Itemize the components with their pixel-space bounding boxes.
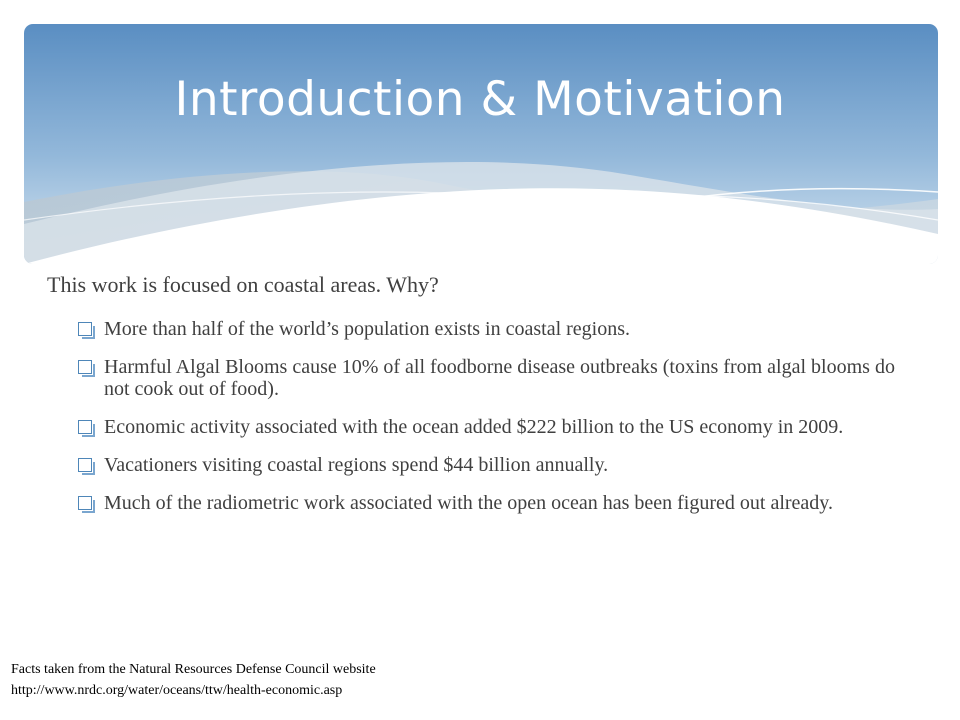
bullet-text: More than half of the world’s population exists in coastal regions.	[104, 318, 631, 340]
square-bullet-icon	[78, 458, 92, 472]
bullet-item	[78, 492, 918, 514]
intro-text: This work is focused on coastal areas. Why?	[47, 272, 439, 297]
bullet-item	[78, 356, 918, 400]
square-bullet-icon	[78, 496, 92, 510]
square-bullet-icon	[78, 322, 92, 336]
square-bullet-icon	[78, 420, 92, 434]
bullet-text: Harmful Algal Blooms cause 10% of all foodborne disease outbreaks (toxins from algal blooms do not cook out of food).	[104, 356, 895, 400]
footnote-source-text: Facts taken from the Natural Resources Defense Council website	[11, 662, 376, 677]
bullet-text: Much of the radiometric work associated with the open ocean has been figured out already.	[104, 492, 833, 514]
slide-title: Introduction & Motivation	[174, 72, 786, 127]
bullet-item	[78, 454, 918, 476]
bullet-item	[78, 318, 918, 340]
square-bullet-icon	[78, 360, 92, 374]
bullet-text: Vacationers visiting coastal regions spend $44 billion annually.	[104, 454, 609, 476]
footnote-url[interactable]: http://www.nrdc.org/water/oceans/ttw/health-economic.asp	[11, 683, 343, 698]
source-footnote	[11, 659, 376, 701]
bullet-list	[78, 318, 918, 530]
bullet-text: Economic activity associated with the ocean added $222 billion to the US economy in 2009.	[104, 416, 844, 438]
wave-banner-graphic	[24, 24, 938, 264]
bullet-item	[78, 416, 918, 438]
title-banner	[24, 24, 938, 264]
